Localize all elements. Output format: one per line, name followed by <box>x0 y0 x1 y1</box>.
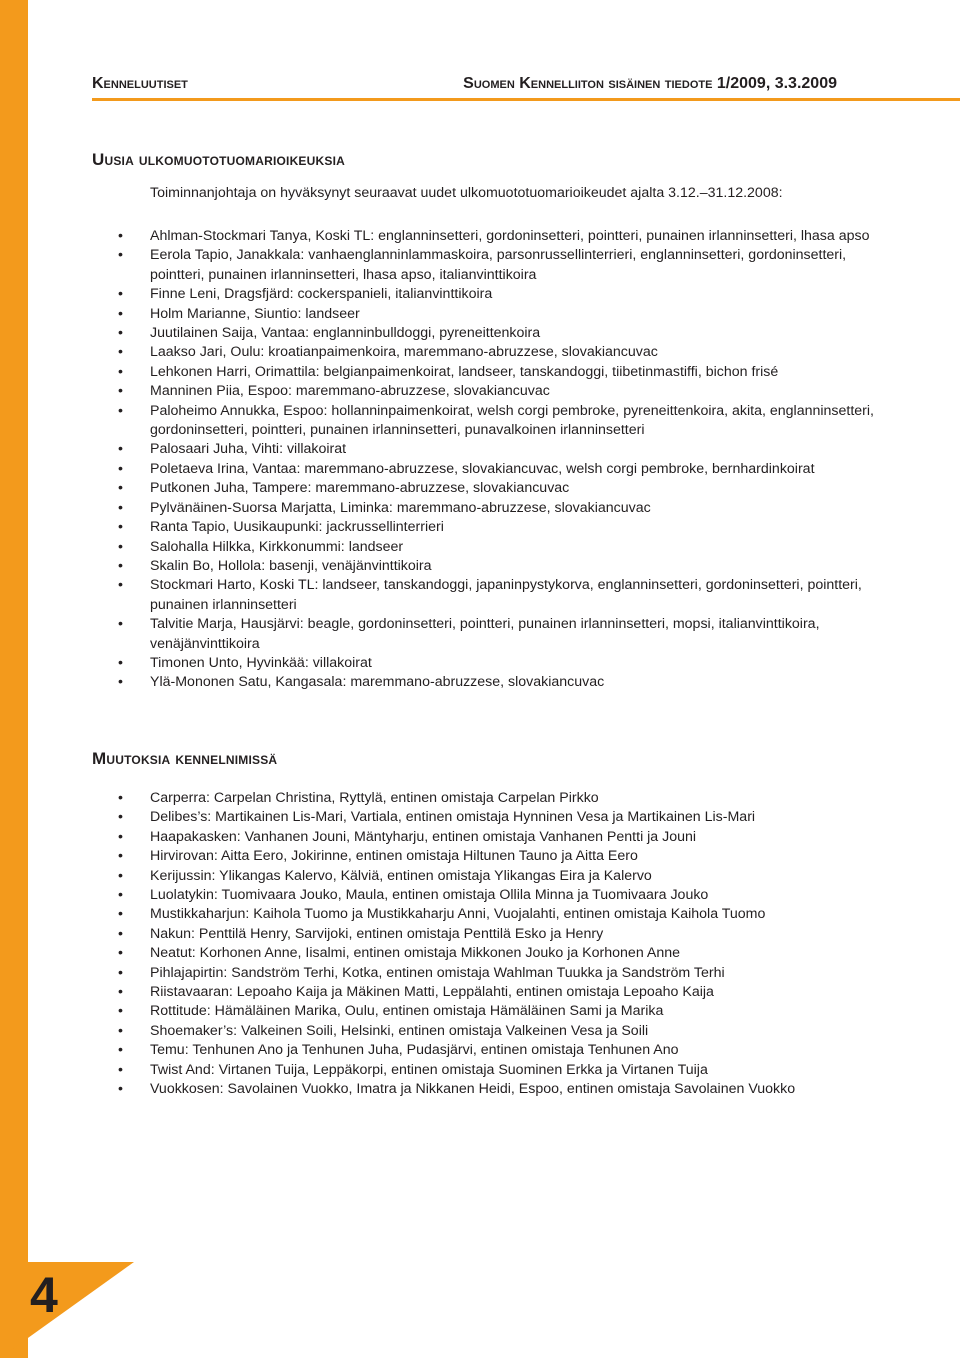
bullet-icon: • <box>118 383 123 400</box>
bullet-icon: • <box>118 577 123 594</box>
list-item <box>118 518 878 537</box>
list-item <box>118 1061 878 1080</box>
bullet-icon: • <box>118 945 123 962</box>
list-item-text: Carperra: Carpelan Christina, Ryttylä, entinen omistaja Carpelan Pirkko <box>150 790 599 806</box>
intro-paragraph: Toiminnanjohtaja on hyväksynyt seuraavat uudet ulkomuototuomarioikeudet ajalta 3.12.–31.12.2008: <box>150 185 783 201</box>
list-item <box>118 246 878 285</box>
bullet-icon: • <box>118 925 123 942</box>
list-item <box>118 538 878 557</box>
bullet-icon: • <box>118 828 123 845</box>
list-item <box>118 363 878 382</box>
list-item-text: Riistavaaran: Lepoaho Kaija ja Mäkinen Matti, Leppälahti, entinen omistaja Lepoaho Kaija <box>150 984 714 1001</box>
list-item <box>118 499 878 518</box>
list-item-text: Delibes’s: Martikainen Lis-Mari, Vartiala, entinen omistaja Hynninen Vesa ja Martikainen Lis-Mari <box>150 809 756 826</box>
bullet-icon: • <box>118 325 123 342</box>
list-item <box>118 964 878 983</box>
list-item <box>118 867 878 886</box>
list-item-text: Hirvirovan: Aitta Eero, Jokirinne, entinen omistaja Hiltunen Tauno ja Aitta Eero <box>150 848 638 865</box>
list-item-text: Ranta Tapio, Uusikaupunki: jackrussellinterrieri <box>150 519 444 536</box>
list-item-text: Manninen Piia, Espoo: maremmano-abruzzese, slovakiancuvac <box>150 383 550 400</box>
list-item-text: Stockmari Harto, Koski TL: landseer, tanskandoggi, japaninpystykorva, englanninsetteri, gordoninsetteri, pointteri, punainen irlanninsetteri <box>150 577 862 613</box>
bullet-icon: • <box>118 1022 123 1039</box>
bullet-icon: • <box>118 616 123 633</box>
bullet-icon: • <box>118 984 123 1001</box>
bullet-icon: • <box>118 654 123 671</box>
kennel-changes-list <box>118 789 878 1100</box>
bullet-icon: • <box>118 441 123 458</box>
bullet-icon: • <box>118 499 123 516</box>
list-item-text: Timonen Unto, Hyvinkää: villakoirat <box>150 654 372 671</box>
list-item-text: Finne Leni, Dragsfjärd: cockerspanieli, italianvinttikoira <box>150 286 493 303</box>
list-item <box>118 1022 878 1041</box>
list-item-text: Holm Marianne, Siuntio: landseer <box>150 305 360 322</box>
bullet-icon: • <box>118 247 123 264</box>
list-item-text: Haapakasken: Vanhanen Jouni, Mäntyharju, entinen omistaja Vanhanen Pentti ja Jouni <box>150 828 697 845</box>
bullet-icon: • <box>118 344 123 361</box>
list-item-text: Mustikkaharjun: Kaihola Tuomo ja Mustikkaharju Anni, Vuojalahti, entinen omistaja Kaihola Tuomo <box>150 906 766 923</box>
header-section-name: Kenneluutiset <box>92 75 188 92</box>
list-item <box>118 905 878 924</box>
list-item-text: Laakso Jari, Oulu: kroatianpaimenkoira, maremmano-abruzzese, slovakiancuvac <box>150 344 658 361</box>
list-item-text: Neatut: Korhonen Anne, Iisalmi, entinen omistaja Mikkonen Jouko ja Korhonen Anne <box>150 945 681 962</box>
list-item <box>118 460 878 479</box>
bullet-icon: • <box>118 790 123 806</box>
list-item <box>118 402 878 441</box>
list-item <box>118 576 878 615</box>
bullet-icon: • <box>118 480 123 497</box>
list-item <box>118 886 878 905</box>
list-item <box>118 479 878 498</box>
list-item <box>118 847 878 866</box>
bullet-icon: • <box>118 867 123 884</box>
bullet-icon: • <box>118 906 123 923</box>
header-rule <box>92 98 960 101</box>
list-item <box>118 1041 878 1060</box>
list-item <box>118 925 878 944</box>
bullet-icon: • <box>118 809 123 826</box>
list-item-text: Vuokkosen: Savolainen Vuokko, Imatra ja Nikkanen Heidi, Espoo, entinen omistaja Savolainen Vuokko <box>150 1081 796 1098</box>
bullet-icon: • <box>118 964 123 981</box>
list-item-text: Palosaari Juha, Vihti: villakoirat <box>150 441 347 458</box>
list-item-text: Rottitude: Hämäläinen Marika, Oulu, entinen omistaja Hämäläinen Sami ja Marika <box>150 1003 664 1020</box>
list-item <box>118 557 878 576</box>
bullet-icon: • <box>118 286 123 303</box>
list-item-text: Salohalla Hilkka, Kirkkonummi: landseer <box>150 538 404 555</box>
list-item <box>118 615 878 654</box>
orange-side-bar <box>0 0 28 1358</box>
bullet-icon: • <box>118 674 123 691</box>
bullet-icon: • <box>118 848 123 865</box>
bullet-icon: • <box>118 519 123 536</box>
list-item <box>118 305 878 324</box>
list-item <box>118 1080 878 1099</box>
list-item <box>118 983 878 1002</box>
list-item-text: Juutilainen Saija, Vantaa: englanninbulldoggi, pyreneittenkoira <box>150 325 541 342</box>
list-item-text: Luolatykin: Tuomivaara Jouko, Maula, entinen omistaja Ollila Minna ja Tuomivaara Jouko <box>150 887 709 904</box>
list-item-text: Eerola Tapio, Janakkala: vanhaenglanninlammaskoira, parsonrussellinterrieri, englanninsetteri, gordoninsetteri, pointteri, punainen irlanninsetteri, lhasa apso, italianvinttikoira <box>150 247 847 283</box>
judges-list <box>118 227 878 693</box>
list-item <box>118 382 878 401</box>
orange-corner-triangle <box>0 1262 134 1358</box>
bullet-icon: • <box>118 557 123 574</box>
list-item-text: Lehkonen Harri, Orimattila: belgianpaimenkoirat, landseer, tanskandoggi, tiibetinmastiffi, bichon frisé <box>150 363 779 380</box>
page-header <box>92 75 837 93</box>
list-item <box>118 654 878 673</box>
bullet-icon: • <box>118 1042 123 1059</box>
bullet-icon: • <box>118 228 123 244</box>
bullet-icon: • <box>118 1061 123 1078</box>
list-item-text: Shoemaker’s: Valkeinen Soili, Helsinki, entinen omistaja Valkeinen Vesa ja Soili <box>150 1022 649 1039</box>
list-item-text: Ylä-Mononen Satu, Kangasala: maremmano-abruzzese, slovakiancuvac <box>150 674 605 691</box>
bullet-icon: • <box>118 363 123 380</box>
bullet-icon: • <box>118 1003 123 1020</box>
list-item-text: Nakun: Penttilä Henry, Sarvijoki, entinen omistaja Penttilä Esko ja Henry <box>150 925 604 942</box>
list-item <box>118 343 878 362</box>
list-item-text: Putkonen Juha, Tampere: maremmano-abruzzese, slovakiancuvac <box>150 480 570 497</box>
list-item-text: Paloheimo Annukka, Espoo: hollanninpaimenkoirat, welsh corgi pembroke, pyreneittenkoira, akita, englanninsetteri, gordoninsetteri, pointteri, punainen irlanninsetteri, punavalkoinen irlanninsetteri <box>150 402 874 439</box>
bullet-icon: • <box>118 887 123 904</box>
bullet-icon: • <box>118 460 123 477</box>
list-item-text: Pylvänäinen-Suorsa Marjatta, Liminka: maremmano-abruzzese, slovakiancuvac <box>150 499 651 516</box>
list-item <box>118 673 878 692</box>
list-item <box>118 789 878 808</box>
section-title-new-judges: Uusia ulkomuototuomarioikeuksia <box>92 150 345 169</box>
list-item-text: Ahlman-Stockmari Tanya, Koski TL: englanninsetteri, gordoninsetteri, pointteri, punainen irlanninsetteri, lhasa apso <box>150 228 870 244</box>
list-item <box>118 1002 878 1021</box>
list-item-text: Skalin Bo, Hollola: basenji, venäjänvinttikoira <box>150 557 432 574</box>
list-item <box>118 828 878 847</box>
list-item-text: Pihlajapirtin: Sandström Terhi, Kotka, entinen omistaja Wahlman Tuukka ja Sandström Terhi <box>150 964 725 981</box>
list-item-text: Poletaeva Irina, Vantaa: maremmano-abruzzese, slovakiancuvac, welsh corgi pembroke, bernhardinkoirat <box>150 460 815 477</box>
page-number: 4 <box>30 1267 58 1323</box>
bullet-icon: • <box>118 1081 123 1098</box>
list-item <box>118 324 878 343</box>
list-item-text: Twist And: Virtanen Tuija, Leppäkorpi, entinen omistaja Suominen Erkka ja Virtanen Tuija <box>150 1061 708 1078</box>
list-item <box>118 808 878 827</box>
list-item <box>118 227 878 246</box>
list-item-text: Temu: Tenhunen Ano ja Tenhunen Juha, Pudasjärvi, entinen omistaja Tenhunen Ano <box>150 1042 679 1059</box>
list-item <box>118 285 878 304</box>
bullet-icon: • <box>118 305 123 322</box>
bullet-icon: • <box>118 402 123 419</box>
bullet-icon: • <box>118 538 123 555</box>
header-publication-info: Suomen Kennelliiton sisäinen tiedote 1/2009, 3.3.2009 <box>463 75 837 92</box>
list-item-text: Talvitie Marja, Hausjärvi: beagle, gordoninsetteri, pointteri, punainen irlanninsetteri, mopsi, italianvinttikoira, venäjänvinttikoira <box>150 616 820 652</box>
list-item-text: Kerijussin: Ylikangas Kalervo, Kälviä, entinen omistaja Ylikangas Eira ja Kalervo <box>150 867 652 884</box>
list-item <box>118 440 878 459</box>
list-item <box>118 944 878 963</box>
section-title-kennel-name-changes: Muutoksia kennelnimissä <box>92 749 278 768</box>
